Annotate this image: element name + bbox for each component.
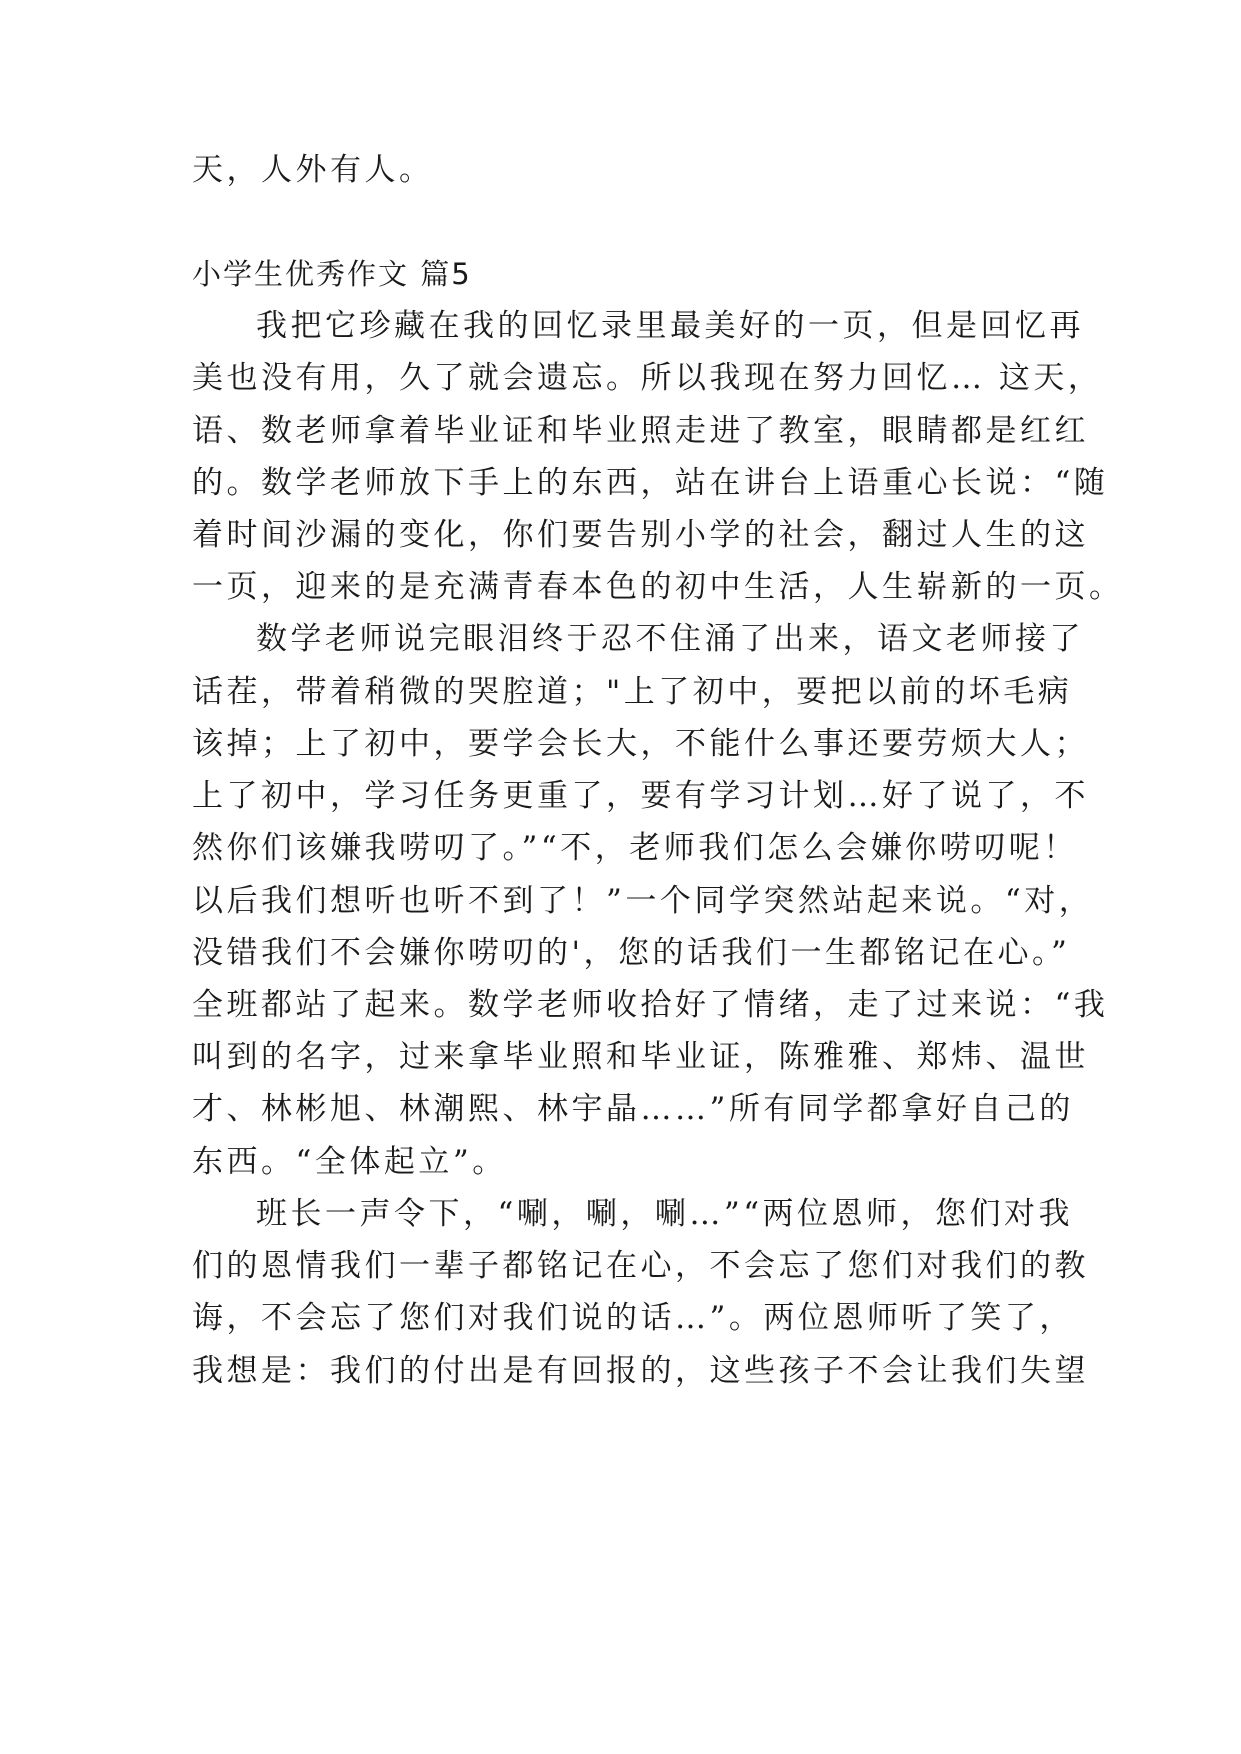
text-line: 以后我们想听也听不到了！”一个同学突然站起来说。“对，: [192, 883, 1094, 919]
text-line: 诲，不会忘了您们对我们说的话…”。两位恩师听了笑了，: [192, 1300, 1074, 1336]
text-line: 们的恩情我们一辈子都铭记在心，不会忘了您们对我们的教: [192, 1248, 1089, 1284]
text-line: 叫到的名字，过来拿毕业照和毕业证，陈雅雅、郑炜、温世: [192, 1039, 1089, 1075]
text-line: 东西。“全体起立”。: [192, 1144, 507, 1180]
text-line: 班长一声令下，“唰，唰，唰…”“两位恩师，您们对我: [256, 1196, 1074, 1232]
text-line: 我想是：我们的付出是有回报的，这些孩子不会让我们失望: [192, 1353, 1089, 1389]
text-line: 的。数学老师放下手上的东西，站在讲台上语重心长说：“随: [192, 465, 1109, 501]
text-line: 数学老师说完眼泪终于忍不住涌了出来，语文老师接了: [256, 621, 1084, 657]
text-line: 上了初中，学习任务更重了，要有学习计划…好了说了，不: [192, 778, 1089, 814]
text-line: 才、林彬旭、林潮熙、林宇晶……”所有同学都拿好自己的: [192, 1091, 1074, 1127]
text-line: 然你们该嫌我唠叨了。”“不，老师我们怎么会嫌你唠叨呢！: [192, 830, 1078, 866]
text-line: 没错我们不会嫌你唠叨的'，您的话我们一生都铭记在心。”: [192, 935, 1071, 971]
text-line: 全班都站了起来。数学老师收拾好了情绪，走了过来说：“我: [192, 987, 1109, 1023]
section-heading: 小学生优秀作文 篇5: [192, 257, 472, 291]
text-line: 美也没有用，久了就会遗忘。所以我现在努力回忆… 这天，: [192, 360, 1103, 396]
text-line: 话茬，带着稍微的哭腔道；"上了初中，要把以前的坏毛病: [192, 674, 1073, 710]
text-line: 语、数老师拿着毕业证和毕业照走进了教室，眼睛都是红红: [192, 413, 1089, 449]
text-line: 一页，迎来的是充满青春本色的初中生活，人生崭新的一页。: [192, 569, 1124, 605]
text-line: 天，人外有人。: [192, 152, 434, 188]
text-line: 着时间沙漏的变化，你们要告别小学的社会，翻过人生的这: [192, 517, 1089, 553]
text-line: 我把它珍藏在我的回忆录里最美好的一页，但是回忆再: [256, 308, 1084, 344]
text-line: 该掉；上了初中，要学会长大，不能什么事还要劳烦大人；: [192, 726, 1089, 762]
